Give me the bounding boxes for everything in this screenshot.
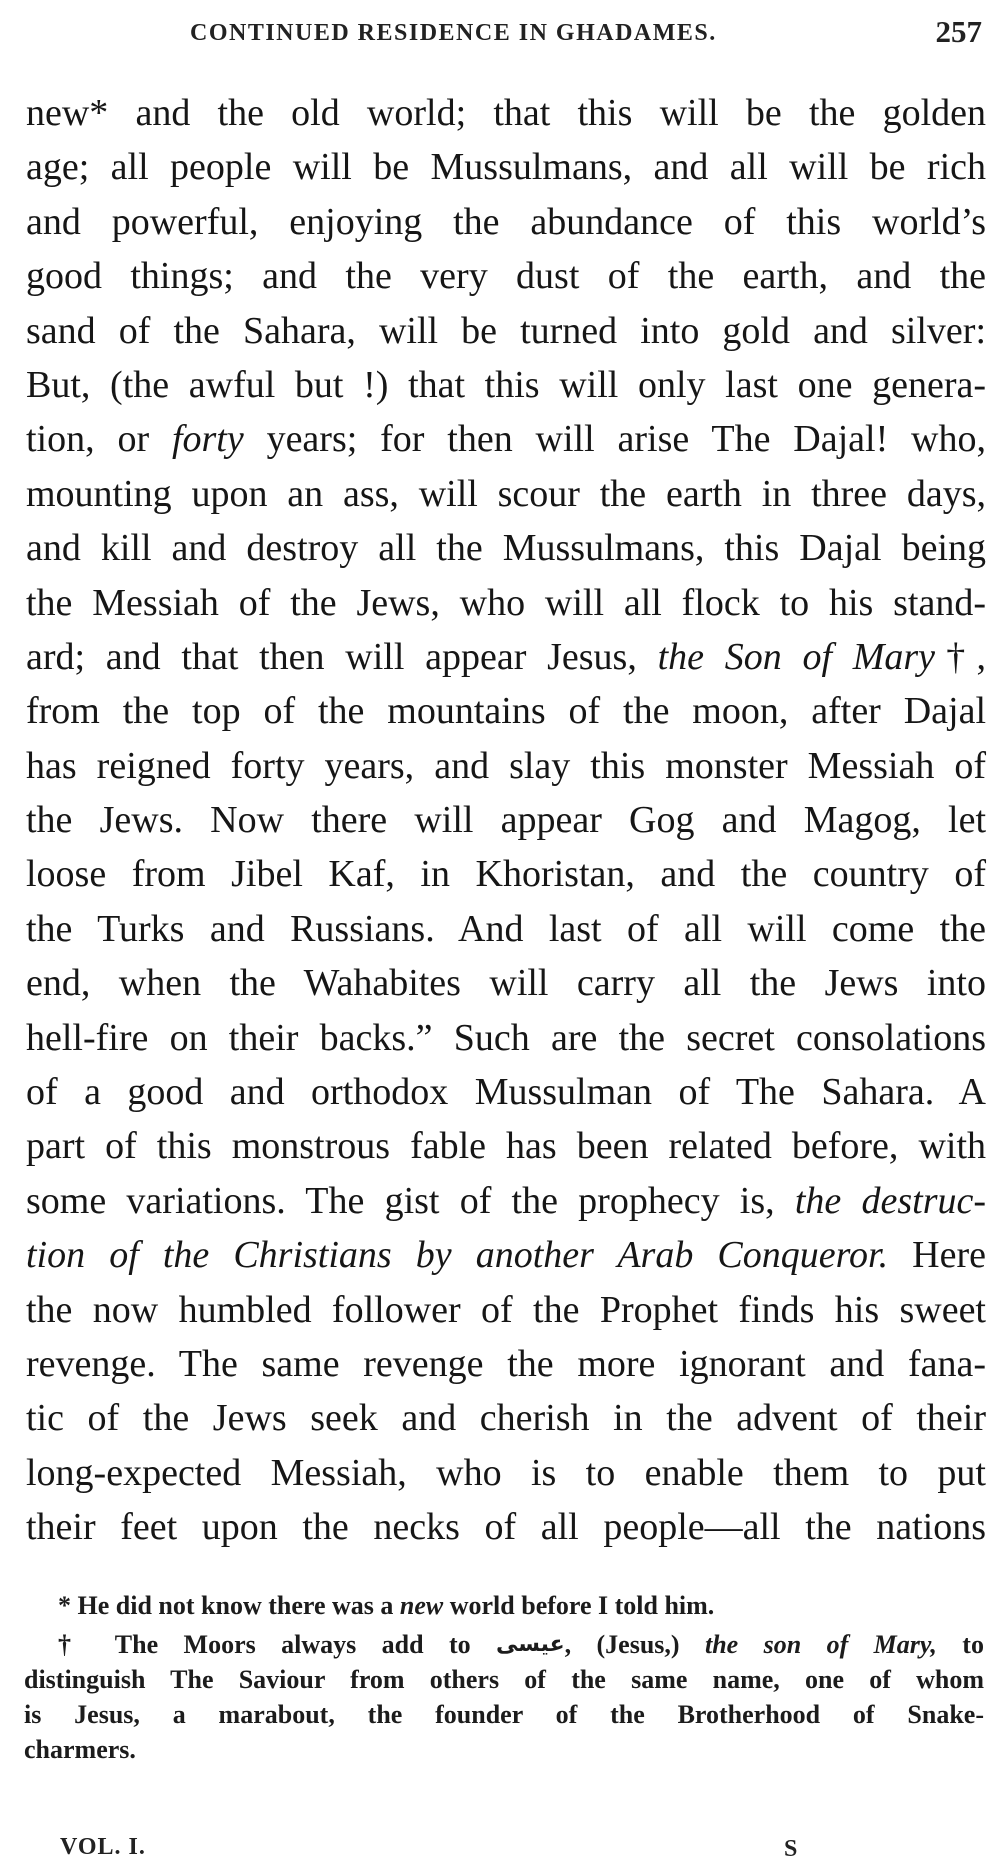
text-line [26, 576, 986, 630]
page-number: 257 [935, 14, 982, 49]
text-run: and powerful, enjoying the abundance of this world’s [26, 200, 986, 243]
text-run: years; for then will arise The Dajal! who, [243, 418, 987, 461]
italic-text: the Son of Mary [657, 635, 936, 678]
text-run: mounting upon an ass, will scour the earth in three days, [26, 472, 986, 515]
footnote-line [24, 1588, 984, 1623]
text-run: sand of the Sahara, will be turned into gold and silver: [26, 309, 986, 352]
text-run: ard; and that then will appear Jesus, [26, 635, 658, 678]
italic-text: the son of Mary, [704, 1630, 937, 1659]
text-line [26, 521, 986, 575]
text-run: good things; and the very dust of the earth, and the [26, 255, 986, 298]
text-run: end, when the Wahabites will carry all the Jews into [26, 962, 986, 1005]
text-run: But, (the awful but !) that this will only last one genera- [26, 363, 986, 406]
italic-text: tion of the Christians by another Arab Conqueror. [26, 1234, 889, 1277]
text-run: to [936, 1630, 984, 1659]
text-line [26, 1337, 986, 1391]
footnotes [24, 1588, 984, 1767]
text-line [26, 467, 986, 521]
text-run: * He did not know there was a [58, 1591, 400, 1620]
text-line [26, 1283, 986, 1337]
text-line [26, 86, 986, 140]
text-line [26, 412, 986, 466]
footnote-line [24, 1697, 984, 1732]
text-run: world before I told him. [443, 1591, 715, 1620]
text-run: tion, or [26, 418, 172, 461]
text-run: age; all people will be Mussulmans, and all will be rich [26, 146, 986, 189]
text-run: part of this monstrous fable has been related before, with [26, 1125, 986, 1168]
text-line [26, 1391, 986, 1445]
text-line [26, 1174, 986, 1228]
arabic-word: عيسى [495, 1632, 565, 1657]
text-run: charmers. [24, 1735, 136, 1764]
gathering-mark: S [784, 1836, 798, 1862]
text-line [26, 249, 986, 303]
text-run: revenge. The same revenge the more ignorant and fana- [26, 1342, 986, 1385]
text-line [26, 847, 986, 901]
text-run: loose from Jibel Kaf, in Khoristan, and the country of [26, 853, 986, 896]
text-run: is Jesus, a marabout, the founder of the Brotherhood of Snake- [24, 1700, 984, 1729]
running-head: CONTINUED RESIDENCE IN GHADAMES. [190, 20, 717, 46]
italic-text: new [399, 1591, 444, 1620]
text-line [26, 630, 986, 684]
text-run: of a good and orthodox Mussulman of The Sahara. A [26, 1071, 986, 1114]
footnote-line [24, 1732, 984, 1767]
text-line [26, 1228, 986, 1282]
text-run: distinguish The Saviour from others of the same name, one of whom [24, 1665, 984, 1694]
text-line [26, 1446, 986, 1500]
volume-signature: VOL. I. [60, 1834, 146, 1860]
text-run: their feet upon the necks of all people—all the nations [26, 1506, 986, 1549]
text-run: some variations. The gist of the prophecy is, [26, 1179, 795, 1222]
text-line [26, 684, 986, 738]
footnote-line [24, 1627, 984, 1662]
text-run: † The Moors always add to [58, 1630, 496, 1659]
text-run: the Messiah of the Jews, who will all flock to his stand- [26, 581, 986, 624]
text-run: the Turks and Russians. And last of all will come the [26, 907, 986, 950]
text-line [26, 1065, 986, 1119]
text-line [26, 1119, 986, 1173]
text-line [26, 902, 986, 956]
text-line [26, 793, 986, 847]
text-run: from the top of the mountains of the moon, after Dajal [26, 690, 986, 733]
text-line [26, 195, 986, 249]
footnote-line [24, 1662, 984, 1697]
text-line [26, 358, 986, 412]
text-line [26, 1500, 986, 1554]
text-run: long-expected Messiah, who is to enable them to put [26, 1451, 986, 1494]
italic-text: the destruc- [794, 1179, 986, 1222]
text-run: the Jews. Now there will appear Gog and Magog, let [26, 799, 986, 842]
text-line [26, 739, 986, 793]
text-line [26, 304, 986, 358]
text-run: and kill and destroy all the Mussulmans, this Dajal being [26, 527, 986, 570]
text-run: has reigned forty years, and slay this monster Messiah of [26, 744, 986, 787]
text-run: , (Jesus,) [564, 1630, 705, 1659]
text-run: tic of the Jews seek and cherish in the advent of their [26, 1397, 986, 1440]
italic-text: forty [171, 418, 244, 461]
text-run: new* and the old world; that this will be the golden [26, 92, 986, 134]
text-run: the now humbled follower of the Prophet finds his sweet [26, 1288, 986, 1331]
body-text [26, 86, 986, 1555]
text-line [26, 1011, 986, 1065]
text-run: †, [935, 635, 987, 678]
text-run: Here [888, 1234, 986, 1277]
text-line [26, 956, 986, 1010]
text-run: hell-fire on their backs.” Such are the secret consolations [26, 1016, 986, 1059]
text-line [26, 140, 986, 194]
